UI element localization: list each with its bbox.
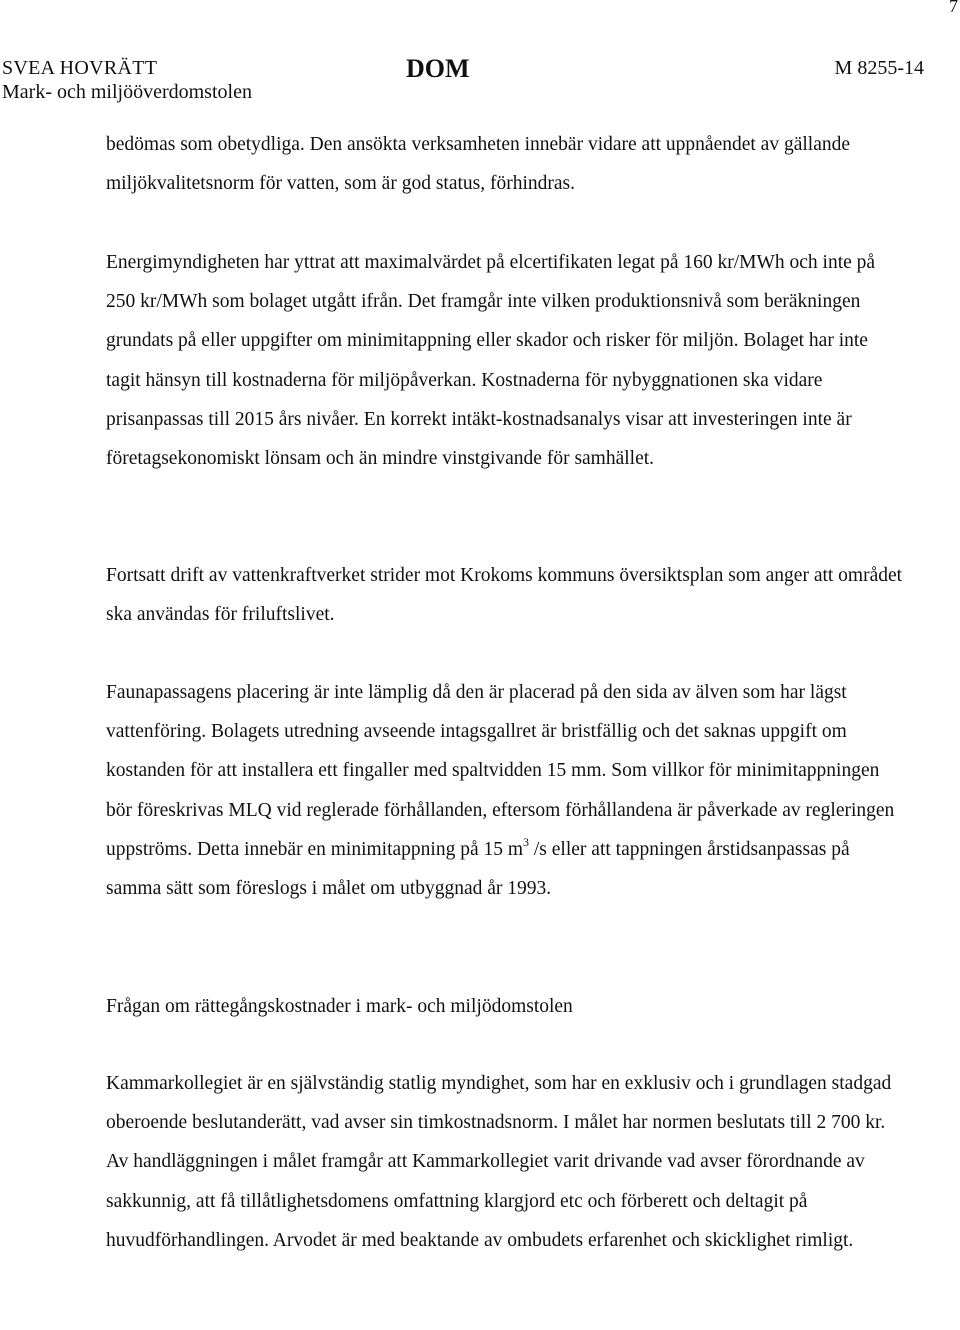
paragraph-4	[106, 673, 906, 908]
paragraph-2: Energimyndigheten har yttrat att maximalvärdet på elcertifikaten legat på 160 kr/MWh och inte på 250 kr/MWh som bolaget utgått ifrån. Det framgår inte vilken produktionsnivå som beräkningen grundats på eller uppgifter om minimitappning eller skador och risker för miljön. Bolaget har inte tagit hänsyn till kostnaderna för miljöpåverkan. Kostnaderna för nybyggnationen ska vidare prisanpassas till 2015 års nivåer. En korrekt intäkt-kostnadsanalys visar att investeringen inte är företagsekonomiskt lönsam och än mindre vinstgivande för samhället.	[106, 252, 876, 470]
document-header	[0, 52, 960, 108]
page-number: 7	[949, 0, 958, 16]
superscript-3: 3	[523, 834, 530, 849]
paragraph-3: Fortsatt drift av vattenkraftverket strider mot Krokoms kommuns översiktsplan som anger att området ska användas för friluftslivet.	[106, 565, 903, 626]
paragraph-4-text: Faunapassagens placering är inte lämplig då den är placerad på den sida av älven som har lägst vattenföring. Bolagets utredning avseende intagsgallret är bristfällig och det saknas uppgift om kostanden för att installera ett fingaller med spaltvidden 15 mm. Som villkor för minimitappningen bör föreskrivas MLQ vid reglerade förhållanden, eftersom förhållandena är påverkade av regleringen uppströms. Detta innebär en minimitappning på 15 m	[106, 682, 895, 860]
court-name: SVEA HOVRÄTT	[2, 57, 158, 79]
section-heading: Frågan om rättegångskostnader i mark- och miljödomstolen	[106, 996, 573, 1017]
document-type: DOM	[406, 54, 470, 83]
paragraph-5: Kammarkollegiet är en självständig statlig myndighet, som har en exklusiv och i grundlagen stadgad oberoende beslutanderätt, vad avser sin timkostnadsnorm. I målet har normen beslutats till 2 700 kr. Av handläggningen i målet framgår att Kammarkollegiet varit drivande vad avser förordnande av sakkunnig, att få tillåtlighetsdomens omfattning klargjord etc och förberett och deltagit på huvudförhandlingen. Arvodet är med beaktande av ombudets erfarenhet och skicklighet rimligt.	[106, 1073, 892, 1251]
paragraph-4-text-end: /s eller att tappningen årstidsanpassas på samma sätt som föreslogs i målet om utbyggnad år 1993.	[106, 838, 850, 900]
paragraph-1: bedömas som obetydliga. Den ansökta verksamheten innebär vidare att uppnåendet av gällande miljökvalitetsnorm för vatten, som är god status, förhindras.	[106, 134, 850, 195]
court-division: Mark- och miljööverdomstolen	[2, 81, 252, 103]
case-number: M 8255-14	[834, 57, 924, 79]
